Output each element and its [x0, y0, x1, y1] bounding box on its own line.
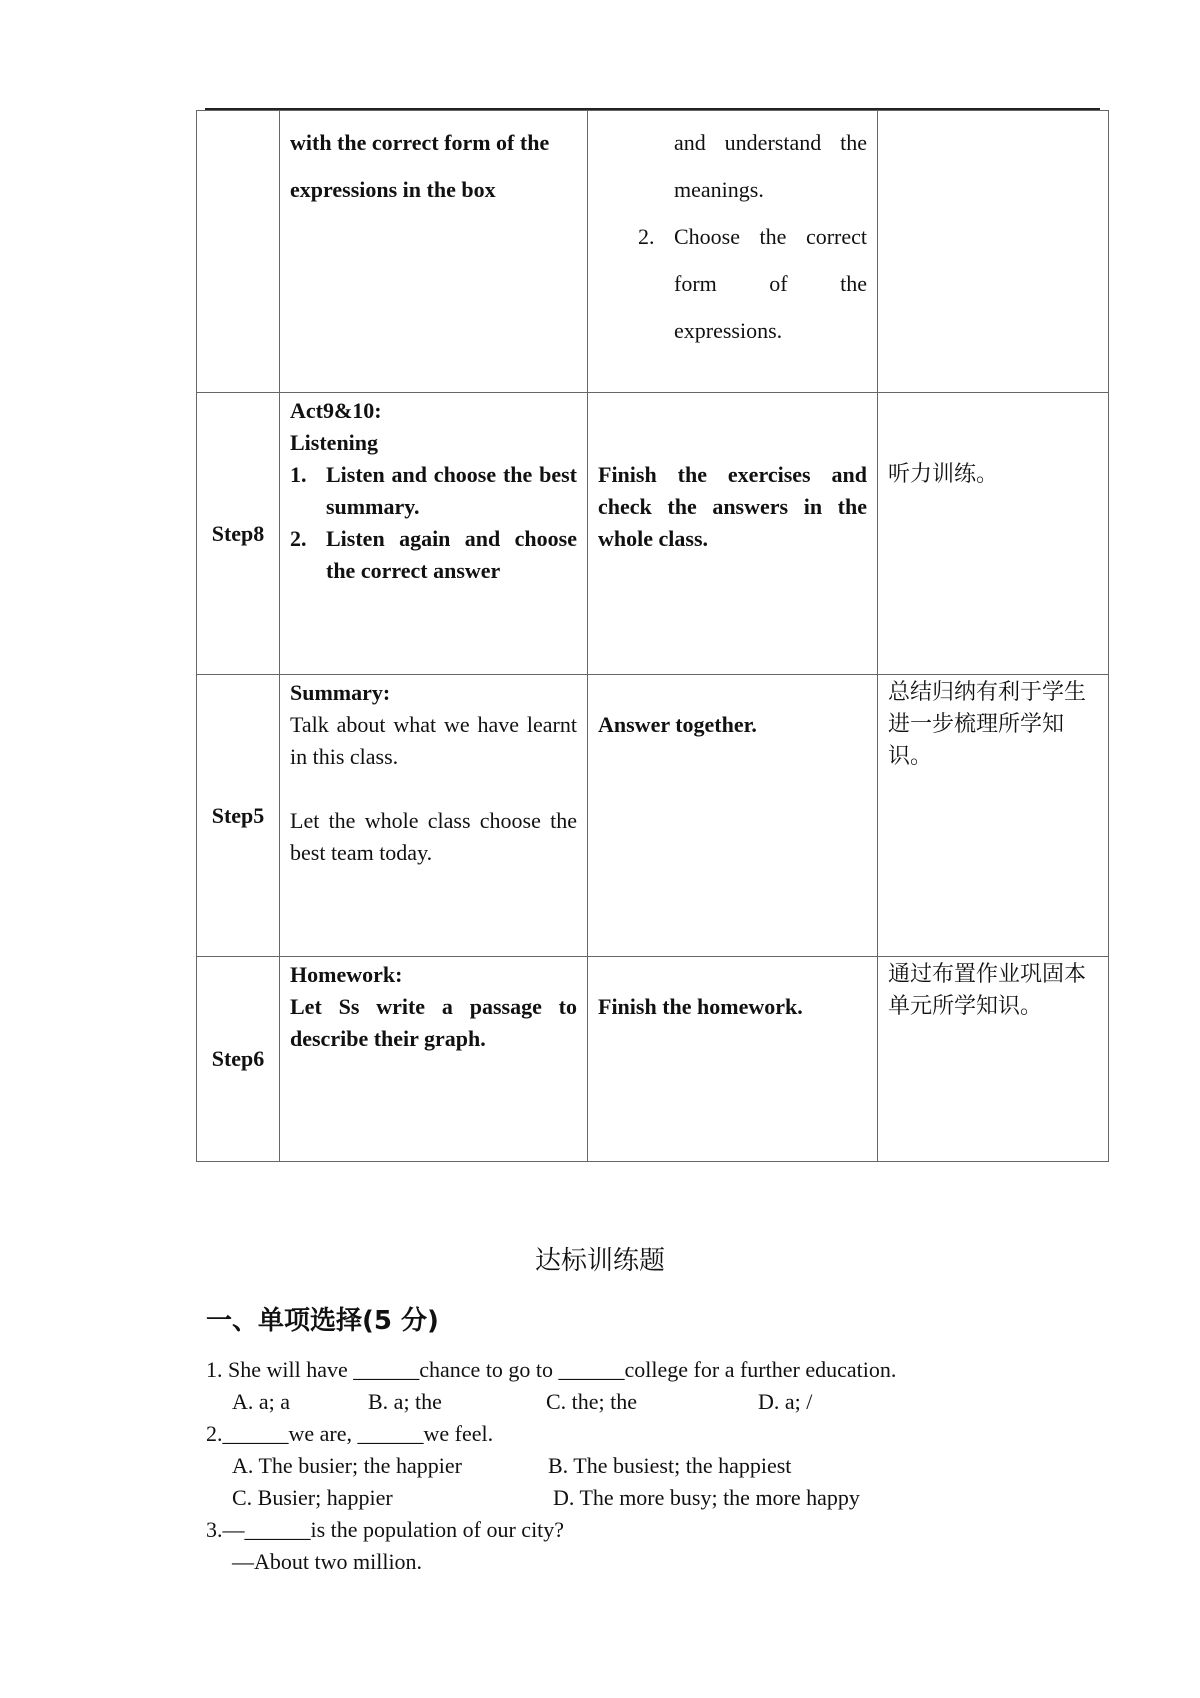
step-cell: Step8	[197, 393, 280, 675]
question-3-answer: —About two million.	[232, 1549, 423, 1574]
activity-text: Let the whole class choose the best team today.	[290, 808, 577, 865]
option-1c: C. the; the	[546, 1389, 638, 1414]
activity-line: expressions in the box	[290, 177, 496, 202]
question-1: 1. She will have ______chance to go to ______college for a further education.	[206, 1357, 897, 1382]
step-cell: Step6	[197, 957, 280, 1162]
activity-title: Homework:	[290, 962, 403, 987]
activity-cell	[280, 393, 588, 675]
list-number: 2.	[290, 526, 307, 551]
table-row	[197, 393, 1109, 675]
activity-line: with the correct form of the	[290, 130, 550, 155]
question-2: 2.______we are, ______we feel.	[206, 1421, 494, 1446]
activity-text: Talk about what we have learnt in this class.	[290, 712, 577, 769]
table-row	[197, 675, 1109, 957]
exercise-title: 达标训练题	[534, 1246, 665, 1276]
purpose-cell: 总结归纳有利于学生进一步梳理所学知识。	[878, 675, 1109, 957]
list-number	[638, 119, 674, 213]
activity-title: Summary:	[290, 680, 391, 705]
student-cell: Finish the exercises and check the answers in the whole class.	[588, 393, 878, 675]
purpose-cell	[878, 111, 1109, 393]
activity-subtitle: Listening	[290, 430, 379, 455]
list-item	[290, 459, 577, 523]
activity-text: Let Ss write a passage to describe their graph.	[290, 994, 577, 1051]
purpose-cell: 通过布置作业巩固本单元所学知识。	[878, 957, 1109, 1162]
option-2b: B. The busiest; the happiest	[548, 1453, 792, 1478]
option-1b: B. a; the	[368, 1389, 442, 1414]
list-number: 2.	[638, 224, 655, 249]
student-cell	[588, 111, 878, 393]
option-2c: C. Busier; happier	[232, 1485, 393, 1510]
option-1a: A. a; a	[232, 1389, 291, 1414]
option-2a: A. The busier; the happier	[232, 1453, 462, 1478]
list-number: 1.	[290, 462, 307, 487]
list-text: and understand the meanings.	[674, 130, 867, 202]
list-item	[290, 523, 577, 587]
lesson-plan-table	[196, 110, 1109, 1162]
table-row	[197, 111, 1109, 393]
activity-cell	[280, 111, 588, 393]
option-1d: D. a; /	[758, 1389, 813, 1414]
activity-cell	[280, 957, 588, 1162]
table-row	[197, 957, 1109, 1162]
activity-title: Act9&10:	[290, 398, 382, 423]
student-cell: Finish the homework.	[588, 957, 878, 1162]
student-cell: Answer together.	[588, 675, 878, 957]
spacer	[290, 773, 577, 805]
list-text: Listen again and choose the correct answer	[326, 526, 577, 583]
question-3: 3.—______is the population of our city?	[206, 1517, 565, 1542]
list-item	[638, 119, 867, 213]
list-item	[638, 213, 867, 354]
section-heading: 一、单项选择(5 分)	[206, 1306, 439, 1336]
option-2d: D. The more busy; the more happy	[553, 1485, 860, 1510]
step-cell: Step5	[197, 675, 280, 957]
activity-cell	[280, 675, 588, 957]
step-cell	[197, 111, 280, 393]
list-text: Choose the correct form of the expressions.	[674, 224, 867, 343]
purpose-cell: 听力训练。	[878, 393, 1109, 675]
list-text: Listen and choose the best summary.	[326, 462, 577, 519]
